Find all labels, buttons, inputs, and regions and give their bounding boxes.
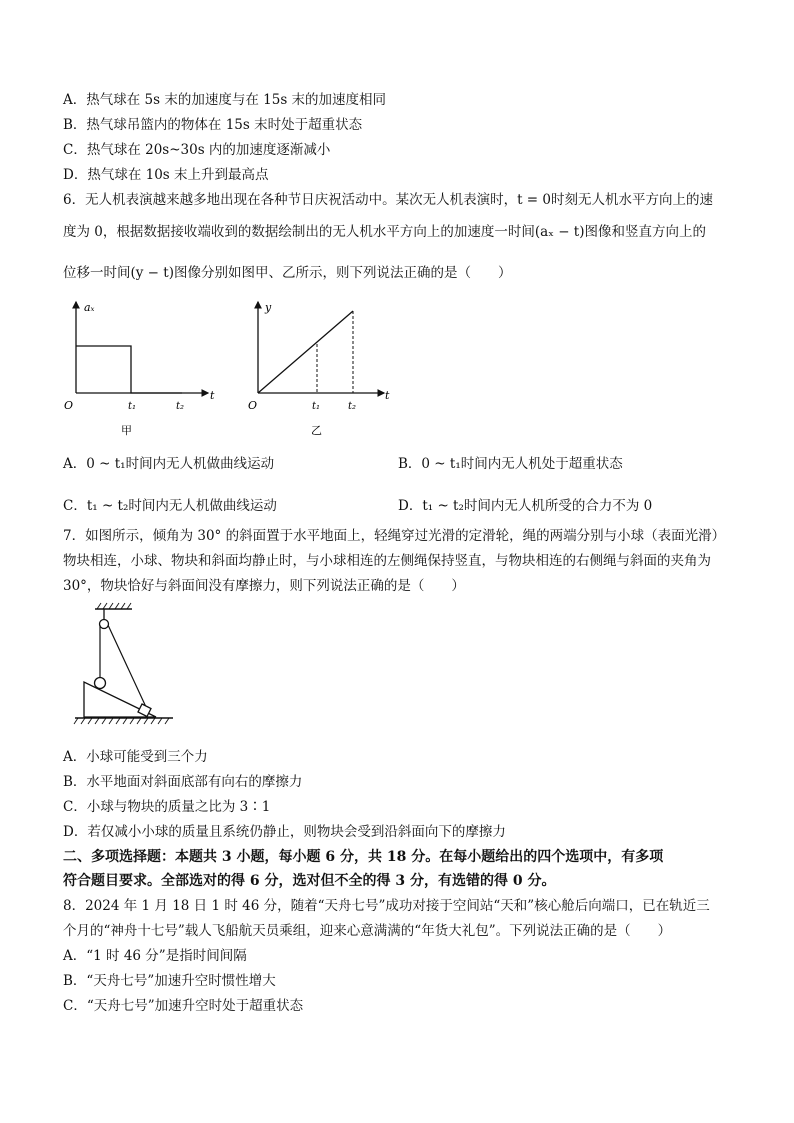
q8-option-b: B．“天舟七号”加速升空时惯性增大 — [63, 973, 276, 989]
q7-stem-line2: 物块相连，小球、物块和斜面均静止时，与小球相连的左侧绳保持竖直，与物块相连的右侧绳与斜面的夹角为 — [63, 553, 711, 569]
q7-figure — [70, 600, 180, 730]
q6-figure-b — [246, 296, 396, 441]
q5-option-b: B．热气球吊篮内的物体在 15s 末时处于超重状态 — [63, 117, 363, 133]
fig-b-origin: O — [248, 399, 258, 412]
q8-option-a: A．“1 时 46 分”是指时间间隔 — [63, 948, 247, 964]
ball-icon — [95, 678, 106, 689]
q8-stem-line1: 8．2024 年 1 月 18 日 1 时 46 分，随着“天舟七号”成功对接于空间站“天和”核心舱后向端口，已在轨近三 — [63, 898, 710, 914]
fig-a-ylabel: aₓ — [84, 301, 95, 314]
fig-a-caption: 甲 — [121, 424, 132, 437]
q7-option-a: A．小球可能受到三个力 — [63, 749, 208, 765]
q7-stem-line3: 30°，物块恰好与斜面间没有摩擦力，则下列说法正确的是（ ） — [63, 578, 465, 594]
q6-option-c: C．t₁ ~ t₂时间内无人机做曲线运动 — [63, 498, 277, 514]
q8-option-c: C．“天舟七号”加速升空时处于超重状态 — [63, 998, 304, 1014]
fig-b-ylabel: y — [265, 301, 272, 314]
fig-b-xlabel: t — [385, 389, 390, 402]
fig-b-t2: t₂ — [348, 401, 357, 412]
q6-figure-a — [62, 296, 222, 441]
q7-option-d: D．若仅减小小球的质量且系统仍静止，则物块会受到沿斜面向下的摩擦力 — [63, 824, 506, 840]
q5-option-d: D．热气球在 10s 末上升到最高点 — [63, 167, 269, 183]
q5-option-a: A．热气球在 5s 末的加速度与在 15s 末的加速度相同 — [63, 92, 387, 108]
q6-option-d: D．t₁ ~ t₂时间内无人机所受的合力不为 0 — [398, 498, 653, 514]
fig-b-t1: t₁ — [312, 401, 321, 412]
section2-heading-line1: 二、多项选择题：本题共 3 小题，每小题 6 分，共 18 分。在每小题给出的四个选项中，有多项 — [63, 849, 664, 865]
fig-b-position-line — [258, 311, 353, 393]
fig-b-caption: 乙 — [311, 424, 322, 437]
q7-option-b: B．水平地面对斜面底部有向右的摩擦力 — [63, 774, 303, 790]
fig-a-t1: t₁ — [128, 401, 137, 412]
pulley-icon — [100, 620, 109, 629]
q6-stem-line1: 6．无人机表演越来越多地出现在各种节日庆祝活动中。某次无人机表演时，t = 0时刻无人机水平方向上的速 — [63, 192, 713, 208]
section2-heading-line2: 符合题目要求。全部选对的得 6 分，选对但不全的得 3 分，有选错的得 0 分。 — [63, 873, 556, 889]
fig-a-origin: O — [64, 399, 74, 412]
right-rope — [108, 625, 146, 707]
q8-stem-line2: 个月的“神舟十七号”载人飞船航天员乘组，迎来心意满满的“年货大礼包”。下列说法正确的是（ ） — [63, 923, 672, 939]
q6-stem-line2: 度为 0，根据数据接收端收到的数据绘制出的无人机水平方向上的加速度一时间(aₓ − t)图像和竖直方向上的 — [63, 224, 707, 240]
fig-a-accel-line — [76, 346, 182, 393]
q6-stem-line3: 位移一时间(y − t)图像分别如图甲、乙所示，则下列说法正确的是（ ） — [63, 265, 512, 281]
q5-option-c: C．热气球在 20s~30s 内的加速度逐渐减小 — [63, 142, 331, 158]
fig-a-t2: t₂ — [176, 401, 185, 412]
q7-option-c: C．小球与物块的质量之比为 3∶1 — [63, 799, 271, 815]
q7-stem-line1: 7．如图所示，倾角为 30° 的斜面置于水平地面上，轻绳穿过光滑的定滑轮，绳的两端分别与小球（表面光滑） — [63, 528, 726, 544]
q6-option-a: A．0 ~ t₁时间内无人机做曲线运动 — [63, 456, 275, 472]
fig-a-xlabel: t — [210, 389, 215, 402]
q6-option-b: B．0 ~ t₁时间内无人机处于超重状态 — [398, 456, 623, 472]
